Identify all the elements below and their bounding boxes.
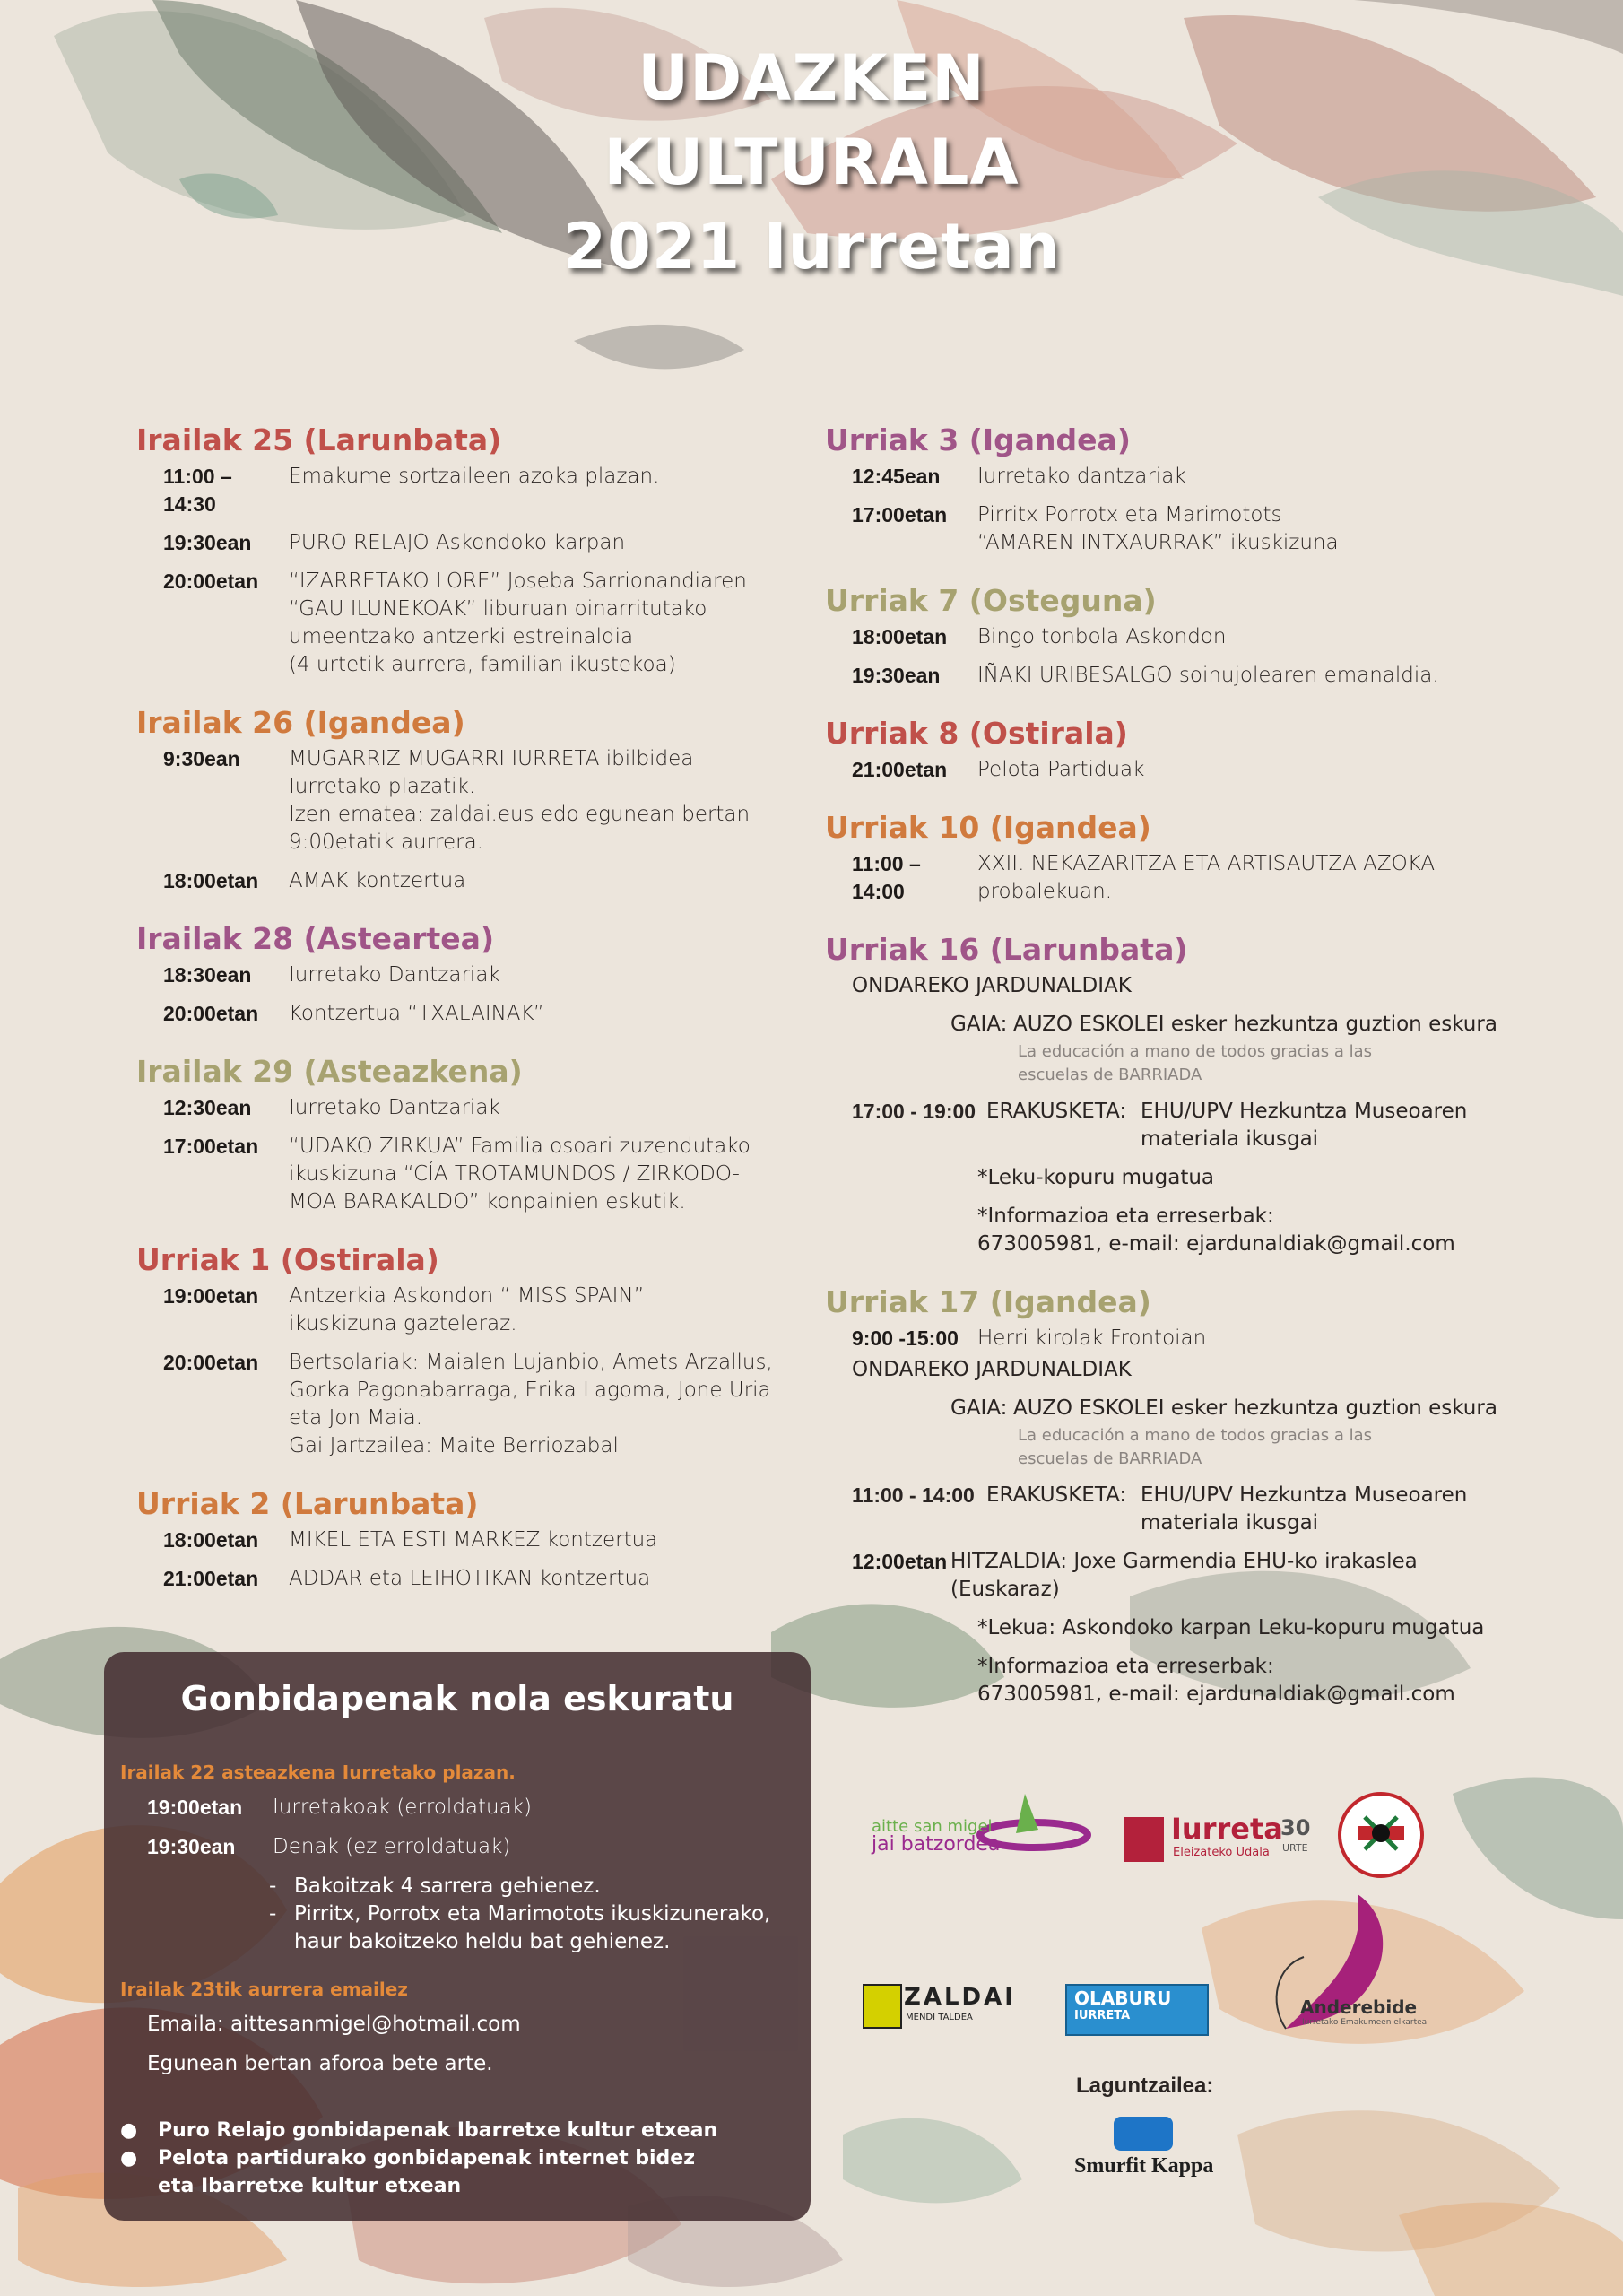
erakusketa-row: [852, 1098, 1506, 1153]
day-title: Urriak 17 (Igandea): [825, 1284, 1151, 1319]
invitations-box: [104, 1652, 811, 2221]
logo-olaburu: [1065, 1984, 1209, 2036]
schedule-right-column: [825, 420, 1506, 1732]
gaia-label: GAIA:: [950, 1396, 1008, 1420]
list-item: - Pirritx, Porrotx eta Marimotots ikuskizunerako, haur bakoitzeko heldu bat gehienez.: [269, 1900, 771, 1956]
day-title: Urriak 1 (Ostirala): [136, 1242, 439, 1277]
invite-rules-list: [269, 1873, 771, 1956]
day-urriak-2: [136, 1483, 782, 1593]
aitte-line2: jai batzordea: [872, 1833, 1001, 1856]
event-time: 21:00etan: [163, 1567, 259, 1590]
erakusketa-label: ERAKUSKETA:: [986, 1100, 1127, 1123]
event-time: 12:30ean: [163, 1096, 252, 1119]
day-title: Urriak 16 (Larunbata): [825, 932, 1188, 967]
poster-title: [0, 36, 1623, 289]
event-time: 20:00etan: [163, 1351, 259, 1374]
note-lekua: *Lekua: Askondoko karpan Leku-kopuru mugatua: [977, 1616, 1485, 1639]
anderebide-figure-icon: [1250, 1894, 1429, 2065]
day-title: Urriak 2 (Larunbata): [136, 1486, 479, 1521]
invite-same-day: Egunean bertan aforoa bete arte.: [147, 2052, 493, 2075]
ondareko-label: ONDAREKO JARDUNALDIAK: [852, 974, 1132, 997]
day-urriak-8: [825, 713, 1506, 784]
event-time: 9:00 -15:00: [852, 1326, 959, 1350]
event-time: 17:00etan: [852, 503, 948, 526]
event-row: [163, 1526, 782, 1554]
day-urriak-16: [825, 929, 1506, 1258]
day-urriak-3: [825, 420, 1506, 557]
day-irailak-28: [136, 918, 782, 1028]
gaia-row: [950, 1011, 1506, 1039]
event-time: 18:00etan: [852, 625, 948, 648]
event-time: 17:00 - 19:00: [852, 1100, 976, 1123]
title-line-2: KULTURALA: [603, 126, 1020, 199]
rule-text: Bakoitzak 4 sarrera gehienez.: [294, 1874, 601, 1898]
event-time: 11:00 – 14:00: [852, 852, 921, 903]
gaia-text: AUZO ESKOLEI esker hezkuntza guztion eskura: [1013, 1396, 1497, 1420]
anderebide-name: Anderebide: [1300, 1996, 1418, 2018]
invitations-heading: Gonbidapenak nola eskuratu: [180, 1679, 734, 1718]
invite-highlights: [120, 2117, 717, 2200]
zaldai-tagline: MENDI TALDEA: [906, 2013, 973, 2022]
anderebide-tagline: Iurretako Emakumeen elkartea: [1302, 2018, 1428, 2027]
note-informazioa: *Informazioa eta erreserbak: 673005981, e-mail: ejardunaldiak@gmail.com: [977, 1655, 1455, 1706]
invite-subheading-email: Irailak 23tik aurrera emailez: [120, 1979, 408, 2000]
event-time: 11:00 - 14:00: [852, 1483, 975, 1507]
zaldai-name: ZALDAI: [904, 1984, 1016, 2011]
iurreta-shield-icon: [1124, 1817, 1164, 1862]
event-desc: Iurretako Dantzariak: [289, 963, 500, 987]
event-time: 17:00etan: [163, 1135, 259, 1158]
event-row: [163, 1283, 782, 1338]
event-desc: Kontzertua “TXALAINAK”: [289, 1002, 544, 1025]
event-row: [163, 1094, 782, 1122]
event-time: 21:00etan: [852, 758, 948, 781]
note-leku: *Leku-kopuru mugatua: [977, 1166, 1215, 1189]
invite-desc: Denak (ez erroldatuak): [273, 1835, 511, 1858]
event-row: [852, 463, 1506, 491]
event-desc: AMAK kontzertua: [289, 869, 466, 892]
hitzaldia-row: [852, 1548, 1506, 1604]
event-time: 18:30ean: [163, 963, 252, 987]
spanish-translation: La educación a mano de todos gracias a las escuelas de BARRIADA: [1018, 1426, 1372, 1468]
event-row: [852, 662, 1506, 690]
event-desc: Pelota Partiduak: [977, 758, 1145, 781]
event-desc: Bingo tonbola Askondon: [977, 625, 1227, 648]
event-row: [163, 867, 782, 895]
event-time: 19:30ean: [852, 664, 941, 687]
laguntzailea-label: Laguntzailea:: [1076, 2074, 1214, 2098]
event-row: [163, 1000, 782, 1028]
event-row: [163, 529, 782, 557]
day-irailak-25: [136, 420, 782, 679]
logo-aitte-san-migel: [868, 1785, 1101, 1866]
event-row: [852, 1325, 1506, 1352]
ondareko-label: ONDAREKO JARDUNALDIAK: [852, 1358, 1132, 1381]
spanish-translation: La educación a mano de todos gracias a las escuelas de BARRIADA: [1018, 1042, 1372, 1084]
day-title: Urriak 3 (Igandea): [825, 422, 1131, 457]
event-row: [163, 961, 782, 989]
event-time: 19:00etan: [163, 1284, 259, 1308]
event-time: 19:30ean: [163, 531, 252, 554]
logo-zaldai: [863, 1984, 1015, 2029]
rule-text: Pirritx, Porrotx eta Marimotots ikuskizunerako, haur bakoitzeko heldu bat gehienez.: [294, 1902, 771, 1953]
olaburu-sub: IURRETA: [1074, 2009, 1131, 2022]
event-desc: MIKEL ETA ESTI MARKEZ kontzertua: [289, 1528, 658, 1552]
event-row: [163, 745, 782, 857]
event-time: 18:00etan: [163, 1528, 259, 1552]
invite-subheading-plaza: Irailak 22 asteazkena Iurretako plazan.: [120, 1761, 516, 1783]
highlight-text: Pelota partidurako gonbidapenak internet bidez eta Ibarretxe kultur etxean: [158, 2147, 696, 2197]
event-desc: Iurretako dantzariak: [977, 465, 1186, 488]
event-row: [163, 463, 782, 518]
event-desc: MUGARRIZ MUGARRI IURRETA ibilbidea Iurretako plazatik. Izen ematea: zaldai.eus edo egunean bertan 9:00etatik aurrera.: [289, 747, 751, 854]
iurreta-udala: Eleizateko Udala: [1173, 1846, 1270, 1859]
event-row: [852, 756, 1506, 784]
event-row: [163, 1565, 782, 1593]
day-title: Irailak 26 (Igandea): [136, 705, 465, 740]
day-urriak-1: [136, 1239, 782, 1460]
event-row: [852, 850, 1506, 906]
aitte-line1: aitte san migel: [872, 1817, 993, 1836]
event-desc: ADDAR eta LEIHOTIKAN kontzertua: [289, 1567, 651, 1590]
event-row: [852, 623, 1506, 651]
olaburu-name: OLABURU: [1074, 1987, 1172, 2009]
gaia-label: GAIA:: [950, 1013, 1008, 1036]
erakusketa-value: EHU/UPV Hezkuntza Museoaren materiala ikusgai: [1141, 1483, 1468, 1535]
event-time: 12:00etan: [852, 1550, 948, 1573]
iurreta-name: Iurreta: [1171, 1812, 1283, 1846]
list-item: ● Pelota partidurako gonbidapenak internet bidez eta Ibarretxe kultur etxean: [120, 2144, 717, 2200]
event-time: 9:30ean: [163, 747, 240, 770]
title-line-3: 2021 Iurretan: [562, 210, 1061, 283]
event-desc: Antzerkia Askondon “ MISS SPAIN” ikuskizuna gazteleraz.: [289, 1284, 645, 1335]
event-desc: “UDAKO ZIRKUA” Familia osoari zuzendutako ikuskizuna “CÍA TROTAMUNDOS / ZIRKODO- MOA BARAKALDO” konpainien eskutik.: [289, 1135, 751, 1213]
day-title: Urriak 8 (Ostirala): [825, 716, 1128, 751]
note-informazioa: *Informazioa eta erreserbak: 673005981, e-mail: ejardunaldiak@gmail.com: [977, 1205, 1455, 1256]
logo-smurfit-kappa: [1074, 2117, 1218, 2188]
event-time: 20:00etan: [163, 570, 259, 593]
event-desc: Emakume sortzaileen azoka plazan.: [289, 465, 660, 488]
schedule-left-column: [136, 420, 782, 1616]
day-irailak-29: [136, 1051, 782, 1216]
gaia-row: [950, 1395, 1506, 1422]
event-time: 18:00etan: [163, 869, 259, 892]
day-urriak-17: [825, 1282, 1506, 1709]
badge-icon: [1338, 1792, 1424, 1878]
invite-email: Emaila: aittesanmigel@hotmail.com: [147, 2013, 521, 2036]
event-desc: PURO RELAJO Askondoko karpan: [289, 531, 626, 554]
zaldai-shield-icon: [863, 1984, 902, 2029]
event-time: 20:00etan: [163, 1002, 259, 1025]
day-irailak-26: [136, 702, 782, 895]
invite-row: [147, 1794, 532, 1821]
smurfit-name: Smurfit Kappa: [1074, 2154, 1214, 2178]
erakusketa-row: [852, 1482, 1506, 1537]
event-time: 11:00 – 14:30: [163, 465, 232, 516]
day-urriak-10: [825, 807, 1506, 906]
day-urriak-7: [825, 580, 1506, 690]
erakusketa-value: EHU/UPV Hezkuntza Museoaren materiala ikusgai: [1141, 1100, 1468, 1151]
logo-iurreta-udala: [1124, 1812, 1313, 1869]
gaia-text: AUZO ESKOLEI esker hezkuntza guztion eskura: [1013, 1013, 1497, 1036]
logo-dantzariak-badge: [1338, 1792, 1424, 1878]
smurfit-icon: [1114, 2117, 1173, 2151]
event-desc: IÑAKI URIBESALGO soinujolearen emanaldia.: [977, 664, 1439, 687]
highlight-text: Puro Relajo gonbidapenak Ibarretxe kultur etxean: [158, 2119, 718, 2142]
day-title: Urriak 7 (Osteguna): [825, 583, 1157, 618]
list-item: - Bakoitzak 4 sarrera gehienez.: [269, 1873, 771, 1900]
event-desc: Pirritx Porrotx eta Marimotots “AMAREN INTXAURRAK” ikuskizuna: [977, 503, 1339, 554]
thirty-years: 30: [1280, 1815, 1311, 1840]
logo-anderebide: [1250, 1894, 1429, 2065]
event-row: [163, 1349, 782, 1460]
erakusketa-label: ERAKUSKETA:: [986, 1483, 1127, 1507]
event-desc: XXII. NEKAZARITZA ETA ARTISAUTZA AZOKA probalekuan.: [977, 852, 1436, 903]
event-desc: Iurretako Dantzariak: [289, 1096, 500, 1119]
day-title: Urriak 10 (Igandea): [825, 810, 1151, 845]
list-item: ● Puro Relajo gonbidapenak Ibarretxe kultur etxean: [120, 2117, 717, 2144]
event-desc: HITZALDIA: Joxe Garmendia EHU-ko irakaslea (Euskaraz): [950, 1550, 1418, 1601]
event-desc: “IZARRETAKO LORE” Joseba Sarrionandiaren “GAU ILUNEKOAK” liburuan oinarritutako umeentzako antzerki estreinaldia (4 urtetik aurrera, familian ikustekoa): [289, 570, 747, 676]
thirty-years-urte: URTE: [1282, 1842, 1308, 1854]
event-desc: Herri kirolak Frontoian: [977, 1326, 1207, 1350]
invite-time: 19:30ean: [147, 1835, 236, 1858]
day-title: Irailak 28 (Asteartea): [136, 921, 495, 956]
invite-desc: Iurretakoak (erroldatuak): [273, 1796, 532, 1819]
invite-time: 19:00etan: [147, 1796, 243, 1819]
day-title: Irailak 25 (Larunbata): [136, 422, 502, 457]
event-row: [163, 568, 782, 679]
invite-row: [147, 1833, 510, 1860]
event-desc: Bertsolariak: Maialen Lujanbio, Amets Arzallus, Gorka Pagonabarraga, Erika Lagoma, Jone Uria eta Jon Maia. Gai Jartzailea: Maite Berriozabal: [289, 1351, 773, 1457]
event-time: 12:45ean: [852, 465, 941, 488]
title-line-1: UDAZKEN: [638, 41, 985, 115]
day-title: Irailak 29 (Asteazkena): [136, 1054, 523, 1089]
event-row: [163, 1133, 782, 1216]
event-row: [852, 501, 1506, 557]
